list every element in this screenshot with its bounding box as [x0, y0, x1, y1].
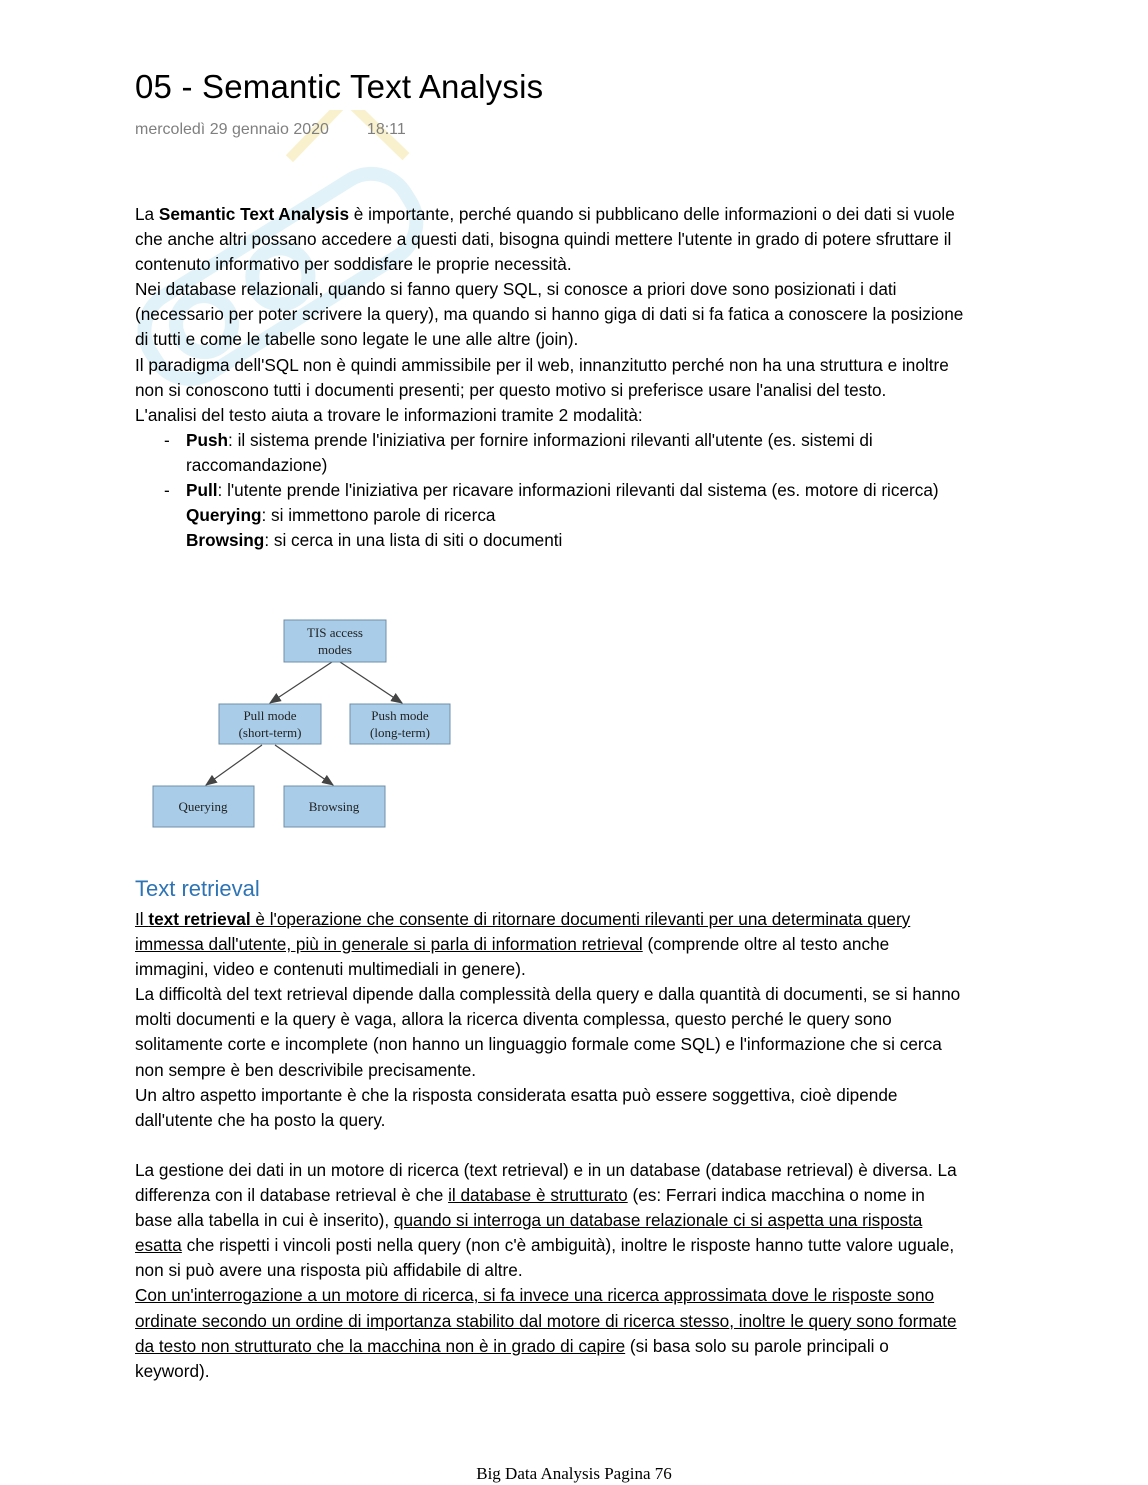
node-pull-line1: Pull mode — [243, 708, 297, 723]
browsing-line: Browsing: si cerca in una lista di siti o documenti — [186, 530, 563, 551]
intro-paragraph-2: Nei database relazionali, quando si fanno query SQL, si conosce a priori dove sono posizionati i dati (necessario per poter scrivere la query), ma quando si hanno giga di dati si fa fatica a conoscere la posizione di tutti e come le tabelle sono legate le une alle altre (join). — [135, 279, 964, 350]
bold-term: Semantic Text Analysis — [158, 204, 349, 224]
node-querying-label: Querying — [178, 799, 228, 814]
intro-section — [135, 202, 965, 553]
edge-root-push — [340, 662, 402, 703]
page-timestamp — [135, 121, 406, 139]
retrieval-paragraph-4: La gestione dei dati in un motore di ricerca (text retrieval) e in un database (database retrieval) è diversa. La differenza con il database retrieval è che il database è strutturato (es: Ferrari indica macchina o nome in base alla tabella in cui è inserito), quando si interroga un database relazionale ci si aspetta una risposta esatta che rispetti i vincoli posti nella query (non c'è ambiguità), inoltre le risposte hanno tutte valore uguale, non si può avere una risposta più affidabile di altre. — [135, 1159, 957, 1281]
section-heading-text-retrieval: Text retrieval — [135, 876, 260, 901]
querying-line: Querying: si immettono parole di ricerca — [186, 505, 496, 526]
node-pull-mode — [219, 704, 321, 744]
retrieval-paragraph-5: Con un'interrogazione a un motore di ricerca, si fa invece una ricerca approssimata dove le risposte sono ordinate secondo un ordine di importanza stabilito dal motore di ricerca stesso, inoltre le query sono formate da testo non strutturato che la macchina non è in grado di capire (si basa solo su parole principali o keyword). — [135, 1285, 957, 1381]
blank-line — [135, 1133, 965, 1158]
node-querying — [153, 786, 254, 827]
intro-paragraph-1: La Semantic Text Analysis è importante, perché quando si pubblicano delle informazioni o dei dati si vuole che anche altri possano accedere a questi dati, bisogna quindi mettere l'utente in grado di potere sfruttare il contenuto informativo per soddisfare le proprie necessità. — [135, 204, 955, 275]
edge-pull-browsing — [275, 745, 333, 785]
node-push-mode — [350, 704, 450, 744]
node-root — [284, 620, 386, 662]
edge-root-pull — [270, 662, 332, 703]
intro-paragraph-4: L'analisi del testo aiuta a trovare le informazioni tramite 2 modalità: — [135, 404, 643, 425]
page-time: 18:11 — [366, 121, 406, 138]
intro-paragraph-3: Il paradigma dell'SQL non è quindi ammissibile per il web, innanzitutto perché non ha una struttura e inoltre non si conoscono tutti i documenti presenti; per questo motivo si preferisce usare l'analisi del testo. — [135, 354, 949, 400]
retrieval-paragraph-2: La difficoltà del text retrieval dipende dalla complessità della query e dalla quantità di documenti, se si hanno molti documenti e la query è vaga, allora la ricerca diventa complessa, questo perché le query sono solitamente corte e incomplete (non hanno un linguaggio formale come SQL) e l'informazione che si cerca non sempre è ben descrivibile precisamente. — [135, 984, 961, 1080]
page-footer: Big Data Analysis Pagina 76 — [476, 1464, 672, 1483]
text-retrieval-section — [135, 907, 965, 1384]
page-date: mercoledì 29 gennaio 2020 — [135, 121, 329, 138]
node-pull-line2: (short-term) — [238, 725, 302, 740]
edge-pull-querying — [206, 745, 262, 785]
node-push-line2: (long-term) — [370, 725, 430, 740]
retrieval-paragraph-1: Il text retrieval è l'operazione che consente di ritornare documenti rilevanti per una determinata query immessa dall'utente, più in generale si parla di information retrieval (comprende oltre al testo anche immagini, video e contenuti multimediali in genere). — [135, 909, 911, 980]
modes-list — [135, 428, 965, 503]
list-item-push: - Push: il sistema prende l'iniziativa per fornire informazioni rilevanti all'utente (es. sistemi di raccomandazione) — [135, 428, 965, 478]
node-browsing — [284, 786, 385, 827]
node-root-line1: TIS access — [307, 625, 363, 640]
retrieval-paragraph-3: Un altro aspetto importante è che la risposta considerata esatta può essere soggettiva, cioè dipende dall'utente che ha posto la query. — [135, 1084, 898, 1130]
tis-access-modes-diagram — [150, 618, 460, 830]
node-browsing-label: Browsing — [308, 799, 360, 814]
node-root-line2: modes — [318, 642, 352, 657]
page-title: 05 - Semantic Text Analysis — [135, 68, 544, 105]
list-item-pull: - Pull: l'utente prende l'iniziativa per ricavare informazioni rilevanti dal sistema (es. motore di ricerca) — [135, 478, 965, 503]
node-push-line1: Push mode — [371, 708, 429, 723]
